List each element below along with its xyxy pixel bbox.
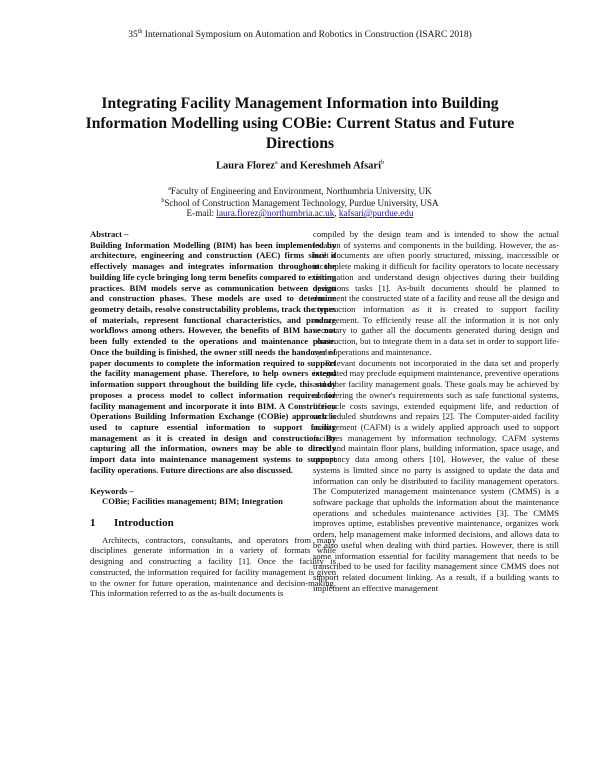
keywords-heading: Keywords –: [90, 485, 134, 496]
right-paragraph-2: Relevant documents not incorporated in the data set and properly integrated may preclude equipment maintenance, preventive operations and other facility management goals. These goals may be achieved by considering the owner's requirements such as safe functional systems, life-cycle costs savings, extended equipment life, and reduction of unscheduled shutdowns and repairs [2]. The Computer-aided facility management (CAFM) is a widely applied approach used to support facilities management by information technology. CAFM systems track and maintain floor plans, building information, space usage, and occupancy data among others [10]. However, the value of these systems is limited since no party is assigned to update the data and information can only be distributed to facility management operators. The Computerized management maintenance system (CMMS) is a software package that upholds the information about the maintenance operations and schedules maintenance activities [3]. The CMMS improves uptime, establishes preventive maintenance, organizes work orders, help management make informed decisions, and allows data to be also useful when dealing with third parties. However, there is still some information essential for facility management that needs to be transcribed to be used for facility management since CMMS does not support related document linking. As a result, if a building wants to implement an effective management: [313, 357, 559, 593]
affiliation-2: $^b$School of Construction Management Technology, Purdue University, USA: [161, 198, 439, 209]
left-column: [90, 229, 336, 599]
author-1: Laura Florez: [215, 160, 275, 172]
intro-paragraph: Architects, contractors, consultants, and operators from many disciplines generate information in a variety of formats while designing and constructing a facility [1]. Once the facility is constructed, the information required for facility management is given to the owner for future operation, maintenance and decision-making. This information referred to as the as-built documents is: [90, 534, 336, 599]
abstract-body: Building Information Modelling (BIM) has been implemented by architecture, engineering and construction (AEC) firms since it effectively manages and integrates information throughout the building life cycle bringing long term benefits compared to existing practices. BIM models serve as communication between design and construction phases. These models are used to determine geometry details, resolve constructability problems, track the types of materials, represent functional characteristics, and produce workflows among others. However, the benefits of BIM have not been fully extended to the operations and maintenance phase. Once the building is finished, the owner still needs the handover of paper documents to complete the information required to support the facility management phase. Therefore, to help owners extend information support throughout the building life cycle, this study proposes a process model to collect information required for facility management and incorporate it into BIM. A Construction Operations Building Information Exchange (COBie) approach is used to capture essential information to support facility management as it is created in design and construction. By capturing all the information, owners may be able to directly import data into maintenance management systems to support facility operations. Future directions are also discussed.: [90, 239, 336, 475]
keywords-body: COBie; Facilities management; BIM; Integration: [102, 496, 283, 507]
email-line: E-mail: laura.florez@northumbria.ac.uk, kafsari@purdue.edu: [186, 208, 414, 218]
author-2: Kereshmeh Afsari: [299, 160, 382, 172]
abstract-heading: Abstract –: [90, 229, 129, 239]
section-heading: 1 Introduction: [90, 516, 174, 529]
affiliation-1: $^a$Faculty of Engineering and Environment, Northumbria University, UK: [168, 186, 432, 197]
email-link-1[interactable]: laura.florez@northumbria.ac.uk: [216, 208, 335, 218]
right-column: [313, 229, 559, 593]
paper-title: Integrating Facility Management Information into Building Information Modelling using COBie: Current Status and Future Directions: [85, 95, 515, 152]
email-link-2[interactable]: kafsari@purdue.edu: [338, 208, 414, 218]
authors: Laura Florez$^a$ and Kereshmeh Afsari$^b$: [215, 160, 385, 172]
right-paragraph-1: compiled by the design team and is intended to show the actual location of systems and components in the building. However, the as-built documents are often poorly structured, missing, inaccessible or incomplete making it difficult for facility operators to locate necessary information and understand design objectives during their building operations tasks [1]. As-built documents should be planned to document the constructed state of a facility and reuse all the design and construction information as it is created to support facility management. To efficiently reuse all the information it is not only necessary to gather all the documents generated during design and construction, but to integrate them in a data set in order to support life-cycle operations and maintenance.: [313, 229, 559, 357]
conference-header: 35th International Symposium on Automation and Robotics in Construction (ISARC 2018): [128, 29, 472, 41]
